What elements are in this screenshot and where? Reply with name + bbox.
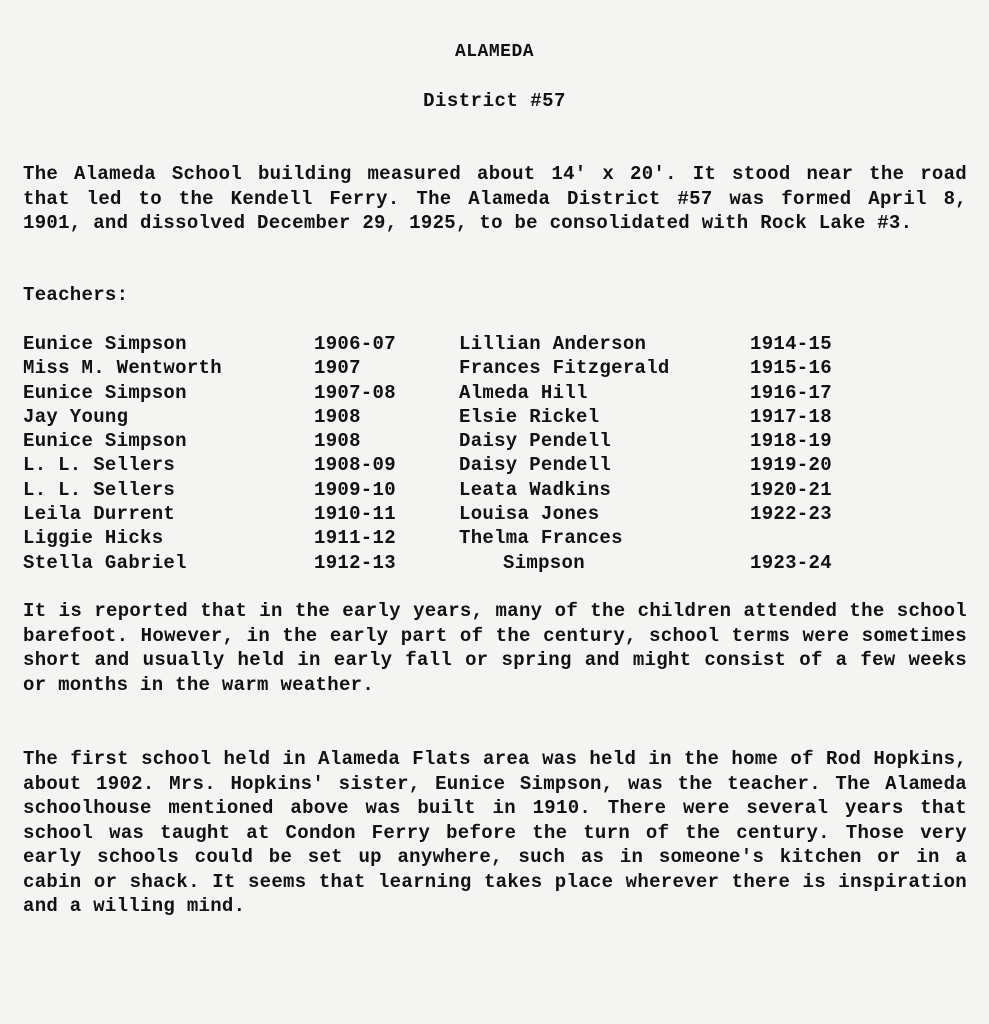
teacher-name: L. L. Sellers xyxy=(23,478,176,501)
teacher-years: 1908-09 xyxy=(314,454,396,477)
barefoot-paragraph: It is reported that in the early years, many of the children attended the school barefoot. However, in the early part of the century, school terms were sometimes short and usually held in early fall or spring and might consist of a few weeks or months in the warm weather. xyxy=(23,600,967,696)
page-title: ALAMEDA xyxy=(454,42,535,62)
teacher-name: Leata Wadkins xyxy=(459,478,612,501)
teacher-years: 1908 xyxy=(314,405,361,428)
teacher-name: L. L. Sellers xyxy=(23,454,176,477)
teacher-name: Jay Young xyxy=(23,405,129,428)
teacher-years: 1917-18 xyxy=(750,405,832,428)
teacher-name-continued: Simpson xyxy=(503,551,585,574)
teacher-name: Daisy Pendell xyxy=(459,454,612,477)
teacher-name: Stella Gabriel xyxy=(23,551,187,574)
table-row xyxy=(0,502,989,526)
teacher-name: Elsie Rickel xyxy=(459,405,600,428)
teacher-name: Leila Durrent xyxy=(23,503,176,526)
teacher-years: 1909-10 xyxy=(314,478,396,501)
district-subtitle: District #57 xyxy=(423,90,566,112)
teacher-name: Frances Fitzgerald xyxy=(459,357,670,380)
teacher-years: 1907 xyxy=(314,357,361,380)
table-row xyxy=(0,453,989,477)
teacher-name: Lillian Anderson xyxy=(459,333,647,355)
teacher-years: 1911-12 xyxy=(314,527,396,550)
teachers-heading: Teachers: xyxy=(23,284,129,306)
teacher-years: 1918-19 xyxy=(750,430,832,453)
teacher-name: Eunice Simpson xyxy=(23,333,187,355)
teacher-years: 1916-17 xyxy=(750,381,832,404)
table-row xyxy=(0,356,989,380)
intro-paragraph: The Alameda School building measured about 14' x 20'. It stood near the road that led to the Kendell Ferry. The Alameda District #57 was formed April 8, 1901, and dissolved December 29, 1925, to be consolidated with Rock Lake #3. xyxy=(23,163,967,234)
teacher-years: 1923-24 xyxy=(750,551,832,574)
table-row xyxy=(0,429,989,453)
teachers-table xyxy=(0,332,989,575)
teacher-name: Eunice Simpson xyxy=(23,430,187,453)
teacher-name: Miss M. Wentworth xyxy=(23,357,222,380)
teacher-years: 1908 xyxy=(314,430,361,453)
table-row xyxy=(0,551,989,575)
teacher-years: 1906-07 xyxy=(314,333,396,355)
teacher-years: 1910-11 xyxy=(314,503,396,526)
teacher-name: Thelma Frances xyxy=(459,527,623,550)
table-row xyxy=(0,405,989,429)
teacher-years: 1912-13 xyxy=(314,551,396,574)
first-school-paragraph: The first school held in Alameda Flats area was held in the home of Rod Hopkins, about 1902. Mrs. Hopkins' sister, Eunice Simpson, was the teacher. The Alameda schoolhouse mentioned above was built in 1910. There were several years that school was taught at Condon Ferry before the turn of the century. Those very early schools could be set up anywhere, such as in someone's kitchen or in a cabin or shack. It seems that learning takes place wherever there is inspiration and a willing mind. xyxy=(23,748,967,917)
teacher-years: 1915-16 xyxy=(750,357,832,380)
table-row xyxy=(0,526,989,550)
table-row xyxy=(0,478,989,502)
teacher-name: Louisa Jones xyxy=(459,503,600,526)
table-row xyxy=(0,332,989,356)
teacher-name: Daisy Pendell xyxy=(459,430,612,453)
teacher-years: 1920-21 xyxy=(750,478,832,501)
teacher-name: Almeda Hill xyxy=(459,381,588,404)
teacher-years: 1907-08 xyxy=(314,381,396,404)
teacher-years: 1914-15 xyxy=(750,333,832,355)
teacher-name: Eunice Simpson xyxy=(23,381,187,404)
teacher-years: 1922-23 xyxy=(750,503,832,526)
teacher-years: 1919-20 xyxy=(750,454,832,477)
table-row xyxy=(0,381,989,405)
teacher-name: Liggie Hicks xyxy=(23,527,164,550)
